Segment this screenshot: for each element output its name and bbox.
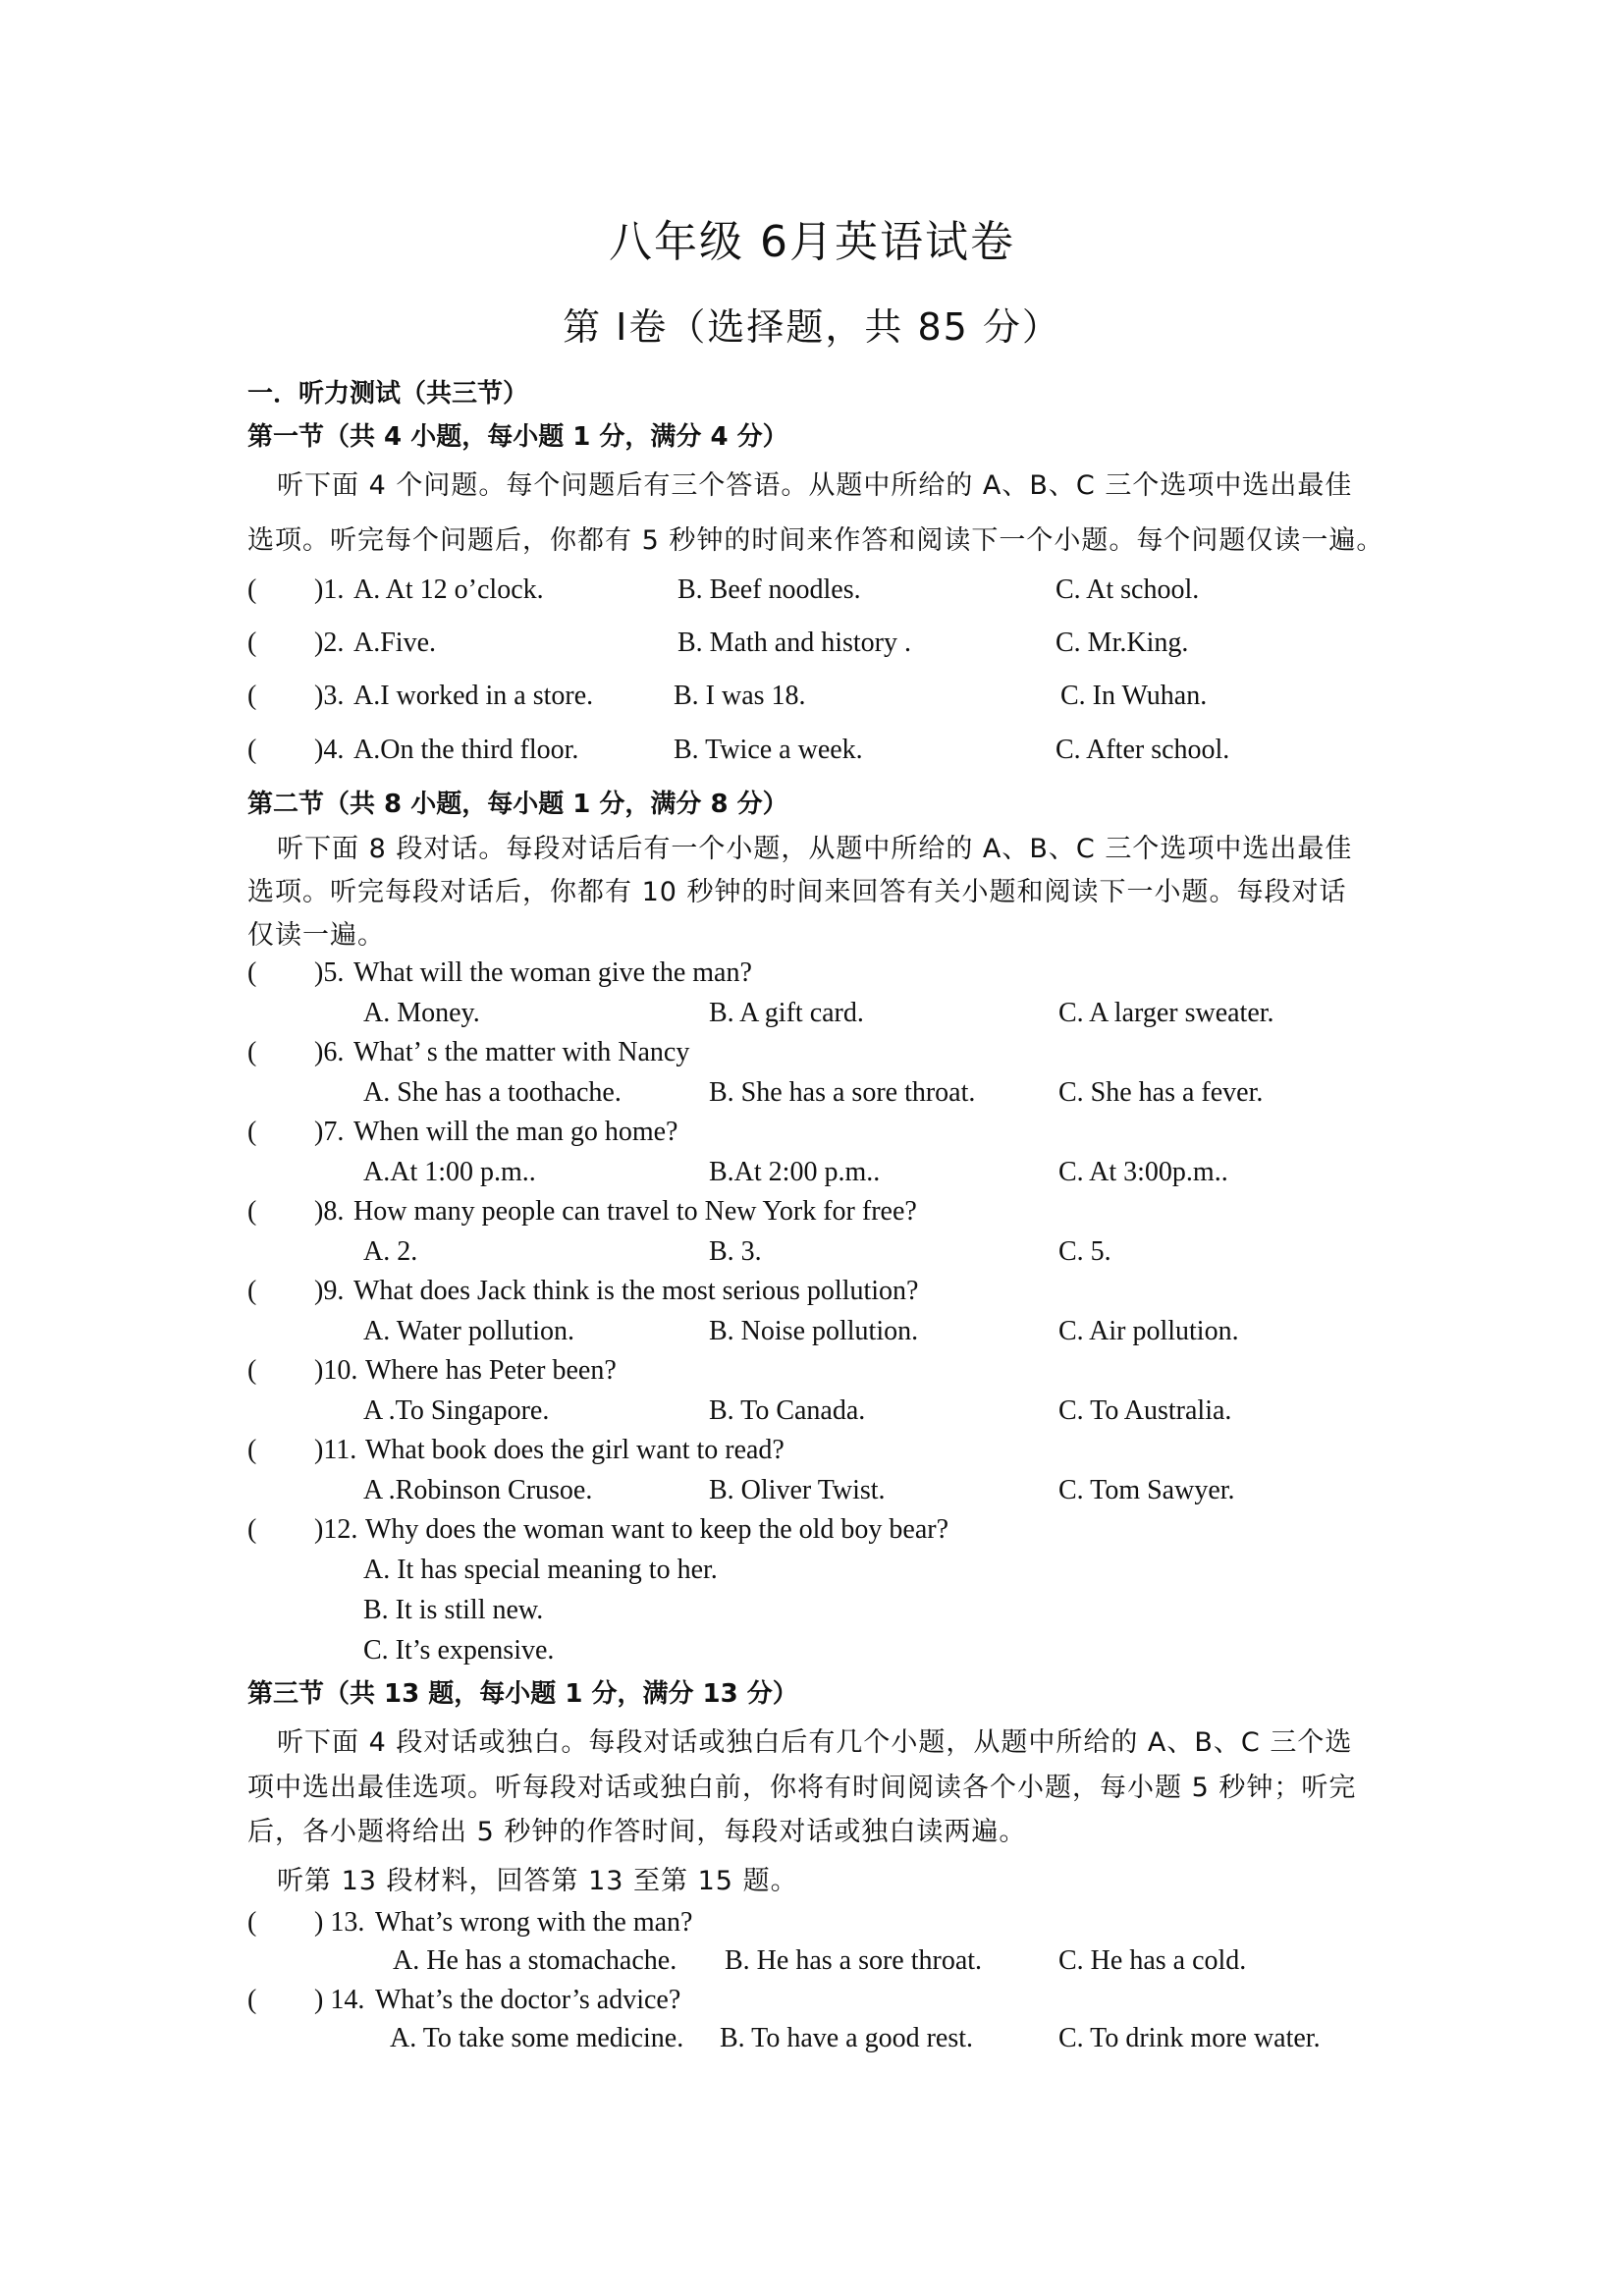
question-number: )3. [314, 681, 345, 711]
section-heading: 第一节（共 4 小题，每小题 1 分，满分 4 分） [247, 422, 788, 452]
question-text: What book does the girl want to read? [365, 1435, 785, 1465]
question-number: )6. [314, 1037, 345, 1067]
option-b: B. I was 18. [674, 681, 806, 711]
option-c: C. After school. [1056, 735, 1230, 765]
option-c: C. At 3:00p.m.. [1058, 1157, 1228, 1187]
question-number: )12. [314, 1514, 358, 1545]
option-a: A.I worked in a store. [353, 681, 594, 711]
question-text: How many people can travel to New York for free? [353, 1196, 917, 1227]
section-heading: 第三节（共 13 题，每小题 1 分，满分 13 分） [247, 1679, 798, 1709]
question-number: )2. [314, 628, 345, 658]
page-title: 八年级 6月英语试卷 [609, 217, 1015, 267]
instruction-line: 听下面 4 段对话或独白。每段对话或独白后有几个小题，从题中所给的 A、B、C 三个选 [277, 1727, 1353, 1758]
option-c: C. Mr.King. [1056, 628, 1189, 658]
question-number: ) 13. [314, 1907, 365, 1938]
instruction-line: 听下面 4 个问题。每个问题后有三个答语。从题中所给的 A、B、C 三个选项中选出最佳 [277, 470, 1353, 501]
material-note: 听第 13 段材料，回答第 13 至第 15 题。 [277, 1866, 798, 1896]
option-a: A. She has a toothache. [363, 1077, 622, 1108]
answer-bracket: ( [247, 681, 257, 711]
option-a: A.At 1:00 p.m.. [363, 1157, 536, 1187]
option-a: A. Money. [363, 998, 480, 1028]
option-c: C. Tom Sawyer. [1058, 1475, 1235, 1505]
option-a: A. At 12 o’clock. [353, 574, 544, 605]
answer-bracket: ( [247, 1907, 257, 1938]
option-a: A.Five. [353, 628, 436, 658]
answer-bracket: ( [247, 1355, 257, 1386]
instruction-line: 项中选出最佳选项。听每段对话或独白前，你将有时间阅读各个小题，每小题 5 秒钟；听完 [247, 1773, 1357, 1803]
question-number: )11. [314, 1435, 357, 1465]
answer-bracket: ( [247, 1985, 257, 2015]
question-text: What’ s the matter with Nancy [353, 1037, 690, 1067]
answer-bracket: ( [247, 574, 257, 605]
option-a: A. To take some medicine. [390, 2023, 684, 2053]
question-number: )1. [314, 574, 345, 605]
question-number: )10. [314, 1355, 358, 1386]
instruction-line: 选项。听完每段对话后，你都有 10 秒钟的时间来回答有关小题和阅读下一小题。每段对话 [247, 877, 1347, 907]
option-b: B. Beef noodles. [677, 574, 861, 605]
option-b: B. To have a good rest. [720, 2023, 974, 2053]
option-c: C. To Australia. [1058, 1395, 1232, 1426]
option-a: A. It has special meaning to her. [363, 1555, 718, 1585]
question-text: Where has Peter been? [365, 1355, 617, 1386]
option-b: B. She has a sore throat. [709, 1077, 976, 1108]
option-b: B. Oliver Twist. [709, 1475, 886, 1505]
answer-bracket: ( [247, 1117, 257, 1147]
option-b: B.At 2:00 p.m.. [709, 1157, 881, 1187]
option-b: B. To Canada. [709, 1395, 866, 1426]
option-b: B. Math and history . [677, 628, 911, 658]
option-b: B. 3. [709, 1236, 762, 1267]
option-a: A. He has a stomachache. [393, 1945, 677, 1976]
option-c: C. A larger sweater. [1058, 998, 1274, 1028]
option-c: C. At school. [1056, 574, 1200, 605]
option-c: C. To drink more water. [1058, 2023, 1321, 2053]
answer-bracket: ( [247, 735, 257, 765]
answer-bracket: ( [247, 1196, 257, 1227]
option-c: C. 5. [1058, 1236, 1111, 1267]
instruction-line: 选项。听完每个问题后，你都有 5 秒钟的时间来作答和阅读下一个小题。每个问题仅读一遍。 [247, 525, 1384, 556]
option-c: C. Air pollution. [1058, 1316, 1239, 1346]
instruction-line: 听下面 8 段对话。每段对话后有一个小题，从题中所给的 A、B、C 三个选项中选出最佳 [277, 834, 1353, 864]
part-heading: 一．听力测试（共三节） [247, 379, 529, 409]
section-heading: 第二节（共 8 小题，每小题 1 分，满分 8 分） [247, 790, 788, 819]
question-number: )7. [314, 1117, 345, 1147]
option-c: C. She has a fever. [1058, 1077, 1264, 1108]
question-number: ) 14. [314, 1985, 365, 2015]
option-c: C. It’s expensive. [363, 1635, 555, 1666]
option-b: B. Noise pollution. [709, 1316, 919, 1346]
instruction-line: 仅读一遍。 [247, 920, 385, 951]
answer-bracket: ( [247, 628, 257, 658]
answer-bracket: ( [247, 1037, 257, 1067]
question-text: When will the man go home? [353, 1117, 678, 1147]
option-a: A. 2. [363, 1236, 418, 1267]
option-a: A. Water pollution. [363, 1316, 574, 1346]
option-b: B. It is still new. [363, 1595, 544, 1625]
option-b: B. A gift card. [709, 998, 864, 1028]
answer-bracket: ( [247, 1514, 257, 1545]
question-number: )5. [314, 957, 345, 988]
answer-bracket: ( [247, 1276, 257, 1306]
instruction-line: 后，各小题将给出 5 秒钟的作答时间，每段对话或独白读两遍。 [247, 1817, 1027, 1847]
answer-bracket: ( [247, 1435, 257, 1465]
volume-title: 第 Ⅰ卷（选择题，共 85 分） [563, 305, 1061, 349]
question-text: Why does the woman want to keep the old boy bear? [365, 1514, 949, 1545]
question-number: )8. [314, 1196, 345, 1227]
option-a: A .Robinson Crusoe. [363, 1475, 593, 1505]
option-b: B. He has a sore throat. [725, 1945, 983, 1976]
question-text: What does Jack think is the most serious pollution? [353, 1276, 919, 1306]
option-c: C. He has a cold. [1058, 1945, 1247, 1976]
question-text: What’s wrong with the man? [375, 1907, 693, 1938]
option-c: C. In Wuhan. [1060, 681, 1208, 711]
question-text: What will the woman give the man? [353, 957, 752, 988]
question-text: What’s the doctor’s advice? [375, 1985, 681, 2015]
question-number: )9. [314, 1276, 345, 1306]
option-a: A.On the third floor. [353, 735, 579, 765]
option-b: B. Twice a week. [674, 735, 863, 765]
question-number: )4. [314, 735, 345, 765]
option-a: A .To Singapore. [363, 1395, 550, 1426]
answer-bracket: ( [247, 957, 257, 988]
